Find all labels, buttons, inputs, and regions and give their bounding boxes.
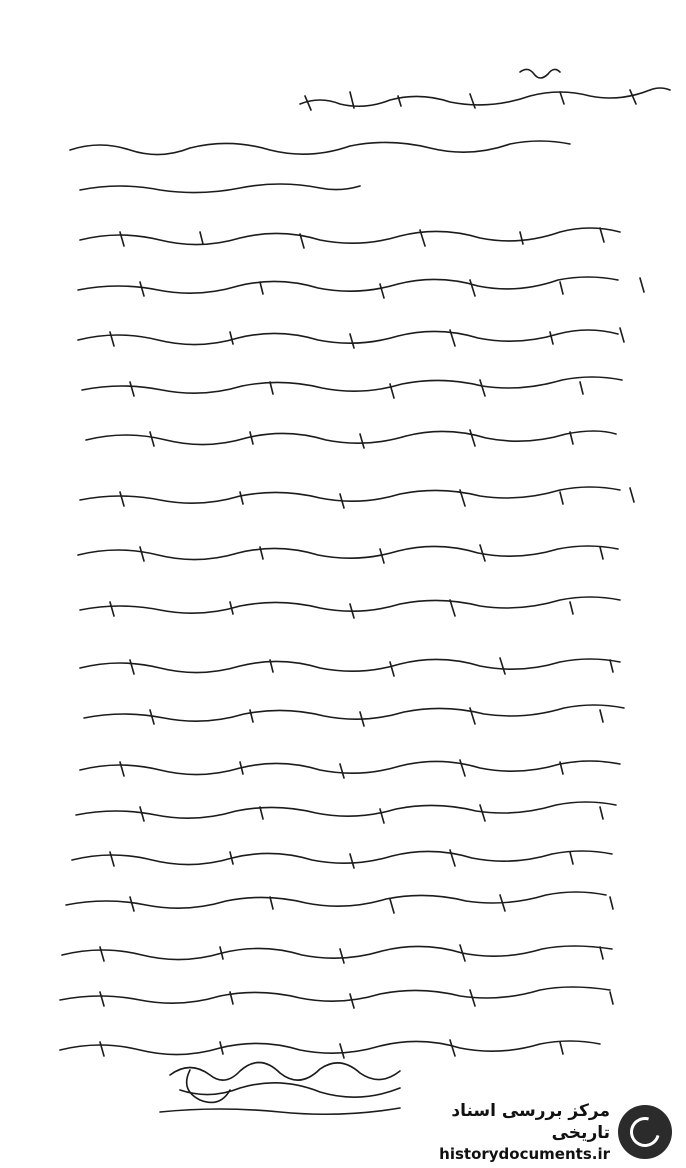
watermark-title: مرکز بررسی اسناد تاریخی [451,1101,610,1143]
watermark [392,1101,672,1163]
history-documents-logo-icon [618,1105,672,1159]
watermark-url: historydocuments.ir [439,1145,610,1163]
watermark-text [392,1100,610,1164]
